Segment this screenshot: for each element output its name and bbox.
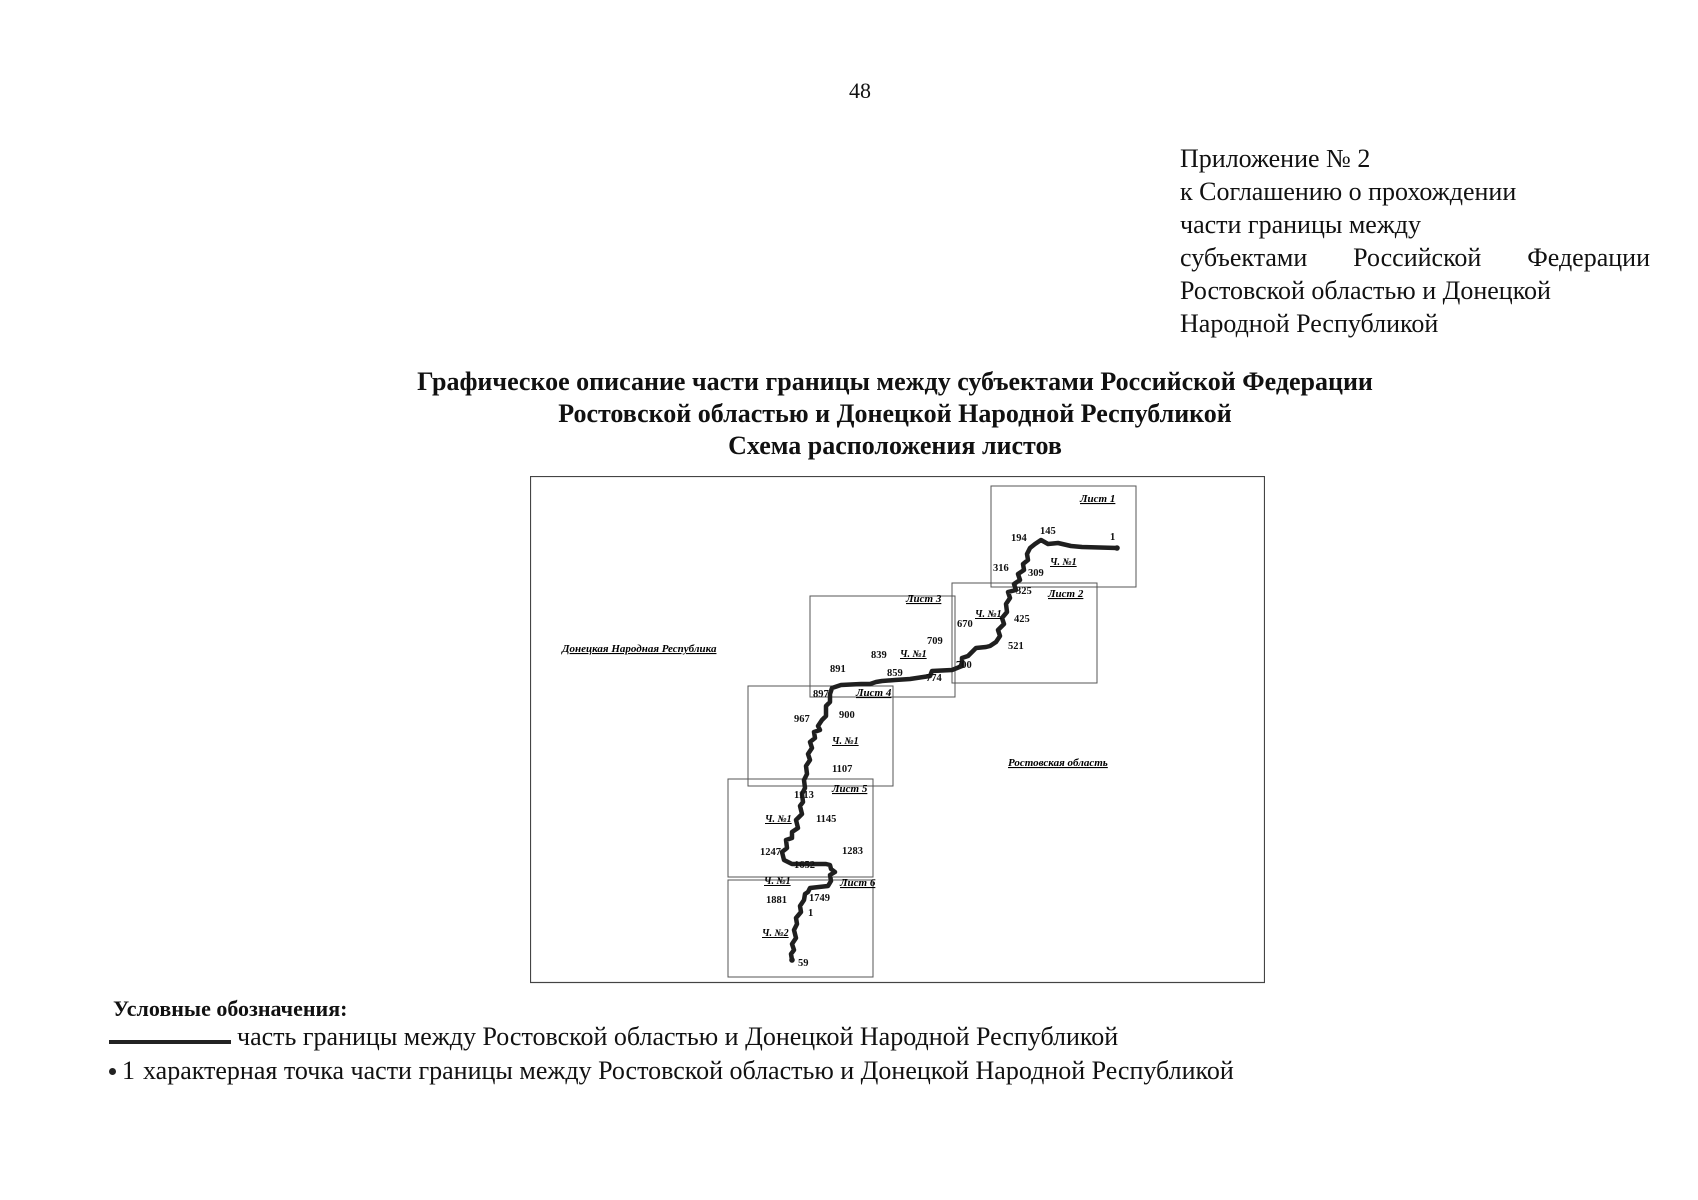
- appendix-line: Приложение № 2: [1180, 144, 1371, 173]
- sheet-label: Лист 1: [1080, 493, 1116, 505]
- legend-row-line: [109, 1022, 1118, 1052]
- legend-point-number: 1: [122, 1056, 135, 1085]
- document-title: [0, 366, 1698, 462]
- part-label: Ч. №1: [764, 876, 791, 887]
- appendix-header: [1180, 142, 1650, 340]
- appendix-line: Народной Республикой: [1180, 309, 1439, 338]
- part-label: Ч. №1: [1050, 557, 1077, 568]
- point-label: 839: [871, 650, 887, 661]
- legend-point-symbol: [109, 1068, 116, 1075]
- point-label: 325: [1016, 586, 1032, 597]
- legend-point-text: характерная точка части границы между Ростовской областью и Донецкой Народной Республикой: [143, 1056, 1234, 1085]
- point-label: 859: [887, 668, 903, 679]
- point-label: 59: [798, 958, 809, 969]
- point-dot: [789, 957, 795, 963]
- part-label: Ч. №1: [975, 609, 1002, 620]
- point-label: 700: [956, 660, 972, 671]
- point-dot: [1114, 545, 1120, 551]
- point-label: 425: [1014, 614, 1030, 625]
- title-line-1: Графическое описание части границы между субъектами Российской Федерации: [417, 367, 1373, 396]
- region-label-rostov: Ростовская область: [1008, 757, 1108, 769]
- sheet-layout-scheme: [530, 476, 1265, 984]
- point-label: 521: [1008, 641, 1024, 652]
- point-label: 897: [813, 689, 829, 700]
- page-number: 48: [849, 78, 871, 103]
- title-line-2: Ростовской областью и Донецкой Народной Республикой: [558, 399, 1232, 428]
- point-label: 316: [993, 563, 1009, 574]
- point-label: 1113: [794, 790, 814, 801]
- appendix-line: части границы между: [1180, 210, 1422, 239]
- point-label: 1881: [766, 895, 787, 906]
- legend-title: Условные обозначения:: [113, 996, 348, 1021]
- point-label: 1145: [816, 814, 837, 825]
- scheme-svg: [530, 476, 1265, 984]
- region-label-dpr: Донецкая Народная Республика: [562, 643, 717, 655]
- border-line: [782, 540, 1117, 960]
- sheet-4-frame: [748, 686, 893, 786]
- point-label: 1283: [842, 846, 863, 857]
- legend-line-text: часть границы между Ростовской областью и Донецкой Народной Республикой: [237, 1022, 1119, 1051]
- scheme-frame: [531, 477, 1265, 983]
- point-label: 709: [927, 636, 943, 647]
- part-label: Ч. №1: [765, 814, 792, 825]
- appendix-line: Ростовской областью и Донецкой: [1180, 276, 1551, 305]
- legend-line-symbol: [109, 1040, 231, 1044]
- part-label: Ч. №1: [832, 736, 859, 747]
- appendix-line: субъектами Российской Федерации: [1180, 243, 1650, 272]
- part-label: Ч. №2: [762, 928, 789, 939]
- appendix-line: к Соглашению о прохождении: [1180, 177, 1517, 206]
- point-label: 774: [926, 673, 942, 684]
- sheet-label: Лист 5: [832, 783, 868, 795]
- point-label: 1247: [760, 847, 781, 858]
- sheet-label: Лист 6: [840, 877, 876, 889]
- point-label: 670: [957, 619, 973, 630]
- point-label: 891: [830, 664, 846, 675]
- point-label: 1652: [794, 860, 815, 871]
- sheet-label: Лист 2: [1048, 588, 1084, 600]
- legend-row-point: [109, 1056, 1234, 1086]
- point-label: 1107: [832, 764, 853, 775]
- point-label: 1749: [809, 893, 830, 904]
- point-label: 194: [1011, 533, 1027, 544]
- part-label: Ч. №1: [900, 649, 927, 660]
- sheet-label: Лист 4: [856, 687, 892, 699]
- point-label: 900: [839, 710, 855, 721]
- point-label: 145: [1040, 526, 1056, 537]
- point-label: 1: [1110, 532, 1116, 543]
- point-label: 967: [794, 714, 810, 725]
- point-label: 309: [1028, 568, 1044, 579]
- point-label: 1: [808, 908, 814, 919]
- sheet-label: Лист 3: [906, 593, 942, 605]
- title-line-3: Схема расположения листов: [728, 431, 1062, 460]
